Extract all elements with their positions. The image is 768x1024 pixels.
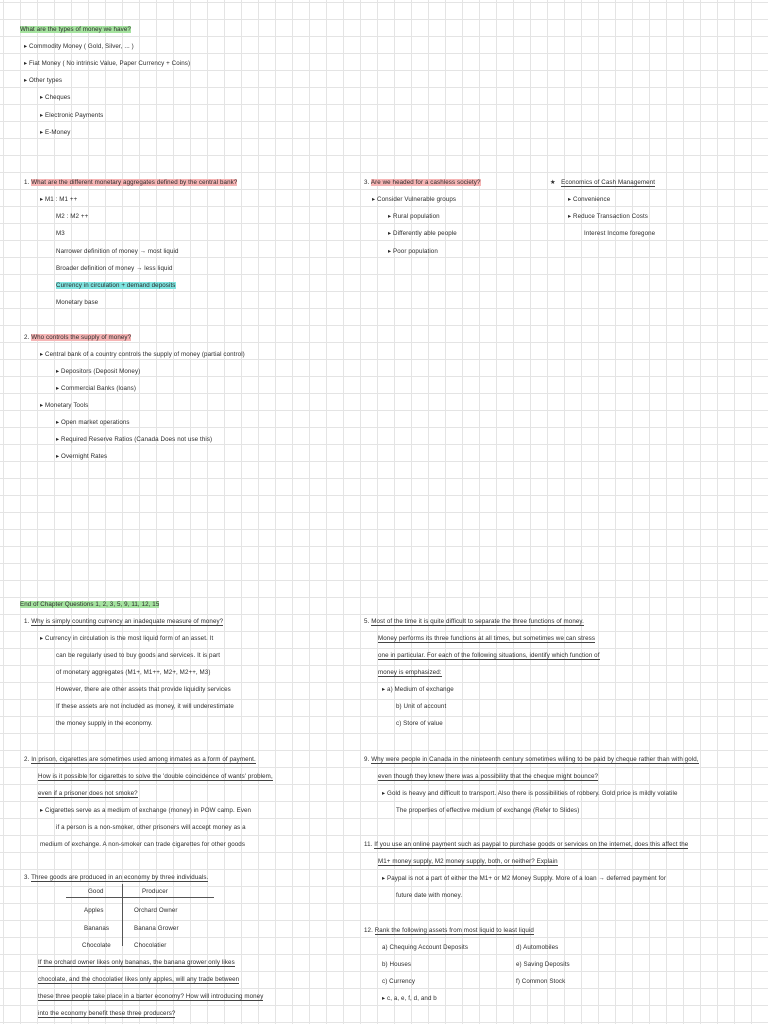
table-cell: Bananas bbox=[84, 925, 110, 932]
option-item: c) Currency bbox=[382, 978, 416, 985]
table-header-good: Good bbox=[88, 888, 104, 895]
option-item: a) Chequing Account Deposits bbox=[382, 944, 469, 951]
answer-line: future date with money. bbox=[396, 892, 463, 899]
eoc-question-1: 1. Why is simply counting currency an inadequate measure of money? bbox=[24, 618, 224, 625]
answer-line: can be regularly used to buy goods and services. It is part bbox=[56, 652, 221, 659]
answer-line: the money supply in the economy. bbox=[56, 720, 153, 727]
answer-line: ▸ Gold is heavy and difficult to transport. Also there is possibilities of robbery. Gold price is mildly volatile bbox=[382, 790, 678, 797]
list-item: ▸ Consider Vulnerable groups bbox=[372, 196, 457, 203]
option-item: b) Houses bbox=[382, 961, 412, 968]
list-item: ▸ Overnight Rates bbox=[56, 453, 108, 460]
list-item: ▸ Monetary Tools bbox=[40, 402, 89, 409]
table-cell: Orchard Owner bbox=[134, 907, 178, 914]
question-line: these three people take place in a barter economy? How will introducing money bbox=[38, 993, 264, 1000]
list-item: ▸ Commodity Money ( Gold, Silver, ... ) bbox=[24, 43, 134, 50]
answer-line: If these assets are not included as money, it will underestimate bbox=[56, 703, 234, 710]
question-line: into the economy benefit these three producers? bbox=[38, 1010, 176, 1017]
list-item: ▸ Open market operations bbox=[56, 419, 130, 426]
answer-line: However, there are other assets that provide liquidity services bbox=[56, 686, 231, 693]
question-line: If the orchard owner likes only bananas, the banana grower only likes bbox=[38, 959, 235, 966]
question-line: one in particular. For each of the following situations, identify which function of bbox=[378, 652, 600, 659]
answer-line: of monetary aggregates (M1+, M1++, M2+, M2++, M3) bbox=[56, 669, 211, 676]
list-item: ▸ Required Reserve Ratios (Canada Does not use this) bbox=[56, 436, 213, 443]
star-icon: ★ bbox=[550, 179, 556, 186]
question-line: M1+ money supply, M2 money supply, both, or neither? Explain bbox=[378, 858, 558, 865]
eoc-question-5: 5. Most of the time it is quite difficult to separate the three functions of money. bbox=[364, 618, 584, 625]
table-header-producer: Producer bbox=[142, 888, 168, 895]
section-title-types-of-money: What are the types of money we have? bbox=[20, 26, 131, 33]
list-item: ▸ M1 : M1 ++ bbox=[40, 196, 78, 203]
list-item: ▸ Depositors (Deposit Money) bbox=[56, 368, 141, 375]
question-line: How is it possible for cigarettes to solve the 'double coincidence of wants' problem, bbox=[38, 773, 273, 780]
list-item: ▸ Central bank of a country controls the supply of money (partial control) bbox=[40, 351, 245, 358]
list-item: ▸ Rural population bbox=[388, 213, 440, 220]
answer-line: medium of exchange. A non-smoker can trade cigarettes for other goods bbox=[40, 841, 246, 848]
list-item: Monetary base bbox=[56, 299, 99, 306]
eoc-question-11: 11. If you use an online payment such as paypal to purchase goods or services on the internet, does this affect the bbox=[364, 841, 689, 848]
list-item: ▸ Reduce Transaction Costs bbox=[568, 213, 648, 220]
question-line: money is emphasized: bbox=[378, 669, 442, 676]
table-cell: Apples bbox=[84, 907, 104, 914]
list-item: ▸ Other types bbox=[24, 77, 63, 84]
list-item: ▸ Poor population bbox=[388, 248, 438, 255]
option-item: d) Automobiles bbox=[516, 944, 559, 951]
table-cell: Banana Grower bbox=[134, 925, 179, 932]
answer-line: ▸ Currency in circulation is the most liquid form of an asset. It bbox=[40, 635, 214, 642]
question-title-money-supply: 2. Who controls the supply of money? bbox=[24, 334, 132, 341]
list-item: ▸ E-Money bbox=[40, 129, 71, 136]
highlighted-line: Currency in circulation + demand deposits bbox=[56, 282, 176, 289]
list-item: M2 : M2 ++ bbox=[56, 213, 89, 220]
table-divider bbox=[66, 897, 214, 898]
answer-line: if a person is a non-smoker, other prisoners will accept money as a bbox=[56, 824, 246, 831]
list-item: ▸ Cheques bbox=[40, 94, 71, 101]
answer-line: The properties of effective medium of exchange (Refer to Slides) bbox=[396, 807, 580, 814]
question-line: Money performs its three functions at all times, but sometimes we can stress bbox=[378, 635, 596, 642]
question-title-monetary-aggregates: 1. What are the different monetary aggregates defined by the central bank? bbox=[24, 179, 238, 186]
list-item: ▸ Convenience bbox=[568, 196, 611, 203]
list-item: ▸ Commercial Banks (loans) bbox=[56, 385, 136, 392]
table-cell: Chocolatier bbox=[134, 942, 167, 949]
table-cell: Chocolate bbox=[82, 942, 111, 949]
question-line: even if a prisoner does not smoke? bbox=[38, 790, 138, 797]
section-title-end-of-chapter: End of Chapter Questions 1, 2, 3, 5, 9, 11, 12, 15 bbox=[20, 601, 160, 608]
list-item: Interest Income foregone bbox=[584, 230, 656, 237]
answer-line: ▸ c, a, e, f, d, and b bbox=[382, 995, 437, 1002]
list-item: ▸ Electronic Payments bbox=[40, 112, 104, 119]
answer-line: c) Store of value bbox=[396, 720, 443, 727]
eoc-question-3: 3. Three goods are produced in an economy by three individuals. bbox=[24, 874, 209, 881]
answer-line: ▸ a) Medium of exchange bbox=[382, 686, 454, 693]
option-item: e) Saving Deposits bbox=[516, 961, 570, 968]
eoc-question-9: 9. Why were people in Canada in the nineteenth century sometimes willing to be paid by cheque rather than with gold, bbox=[364, 756, 699, 763]
answer-line: b) Unit of account bbox=[396, 703, 447, 710]
list-item: ▸ Differently able people bbox=[388, 230, 457, 237]
question-line: chocolate, and the chocolatier likes only apples, will any trade between bbox=[38, 976, 240, 983]
answer-line: ▸ Paypal is not a part of either the M1+ or M2 Money Supply. More of a loan → deferred payment for bbox=[382, 875, 666, 882]
list-item: Narrower definition of money → most liquid bbox=[56, 248, 179, 255]
table-divider bbox=[122, 884, 123, 946]
star-heading-cash-management: ★ Economics of Cash Management bbox=[550, 179, 656, 186]
answer-line: ▸ Cigarettes serve as a medium of exchange (money) in POW camp. Even bbox=[40, 807, 252, 814]
question-title-cashless-society: 3. Are we headed for a cashless society? bbox=[364, 179, 481, 186]
list-item: Broader definition of money → less liquid bbox=[56, 265, 173, 272]
eoc-question-2: 2. In prison, cigarettes are sometimes used among inmates as a form of payment. bbox=[24, 756, 256, 763]
option-item: f) Common Stock bbox=[516, 978, 566, 985]
question-line: even though they knew there was a possibility that the cheque might bounce? bbox=[378, 773, 599, 780]
list-item: ▸ Fiat Money ( No intrinsic Value, Paper Currency + Coins) bbox=[24, 60, 191, 67]
eoc-question-12: 12. Rank the following assets from most liquid to least liquid bbox=[364, 927, 534, 934]
list-item: M3 bbox=[56, 230, 65, 237]
